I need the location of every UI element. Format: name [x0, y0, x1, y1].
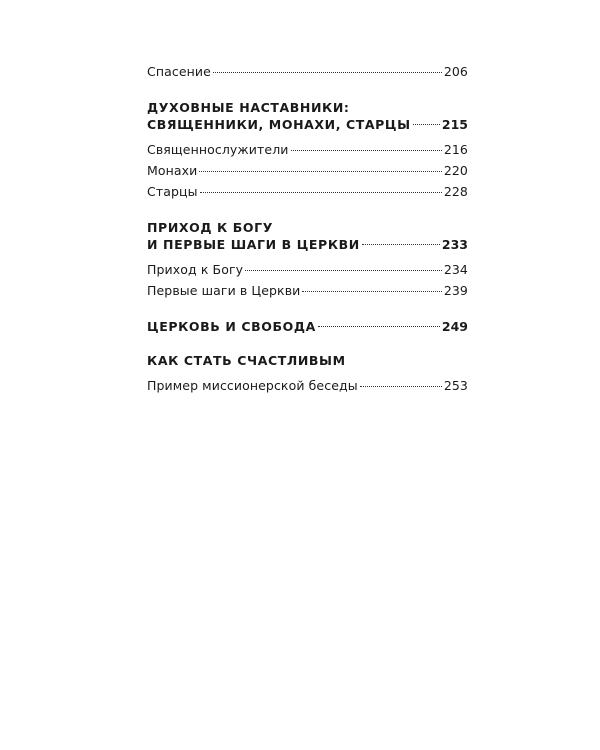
dot-leader [413, 124, 440, 125]
toc-entry-label: Старцы [147, 184, 198, 199]
section-page: 233 [441, 237, 468, 252]
dot-leader [360, 386, 442, 387]
toc-entry-label: Священнослужители [147, 142, 289, 157]
toc-entry-clergy[interactable] [147, 139, 468, 160]
toc-entry-page: 234 [443, 262, 468, 277]
toc-entry-label: Приход к Богу [147, 262, 244, 277]
section-title-line1: ДУХОВНЫЕ НАСТАВНИКИ: [147, 100, 350, 115]
toc-entry-page: 228 [443, 184, 468, 199]
section-title-line1: КАК СТАТЬ СЧАСТЛИВЫМ [147, 353, 346, 368]
toc-entry-page: 253 [443, 378, 468, 393]
section-page: 215 [441, 117, 468, 132]
dot-leader [245, 270, 442, 271]
toc-entry-page: 239 [443, 283, 468, 298]
toc-entry-page: 216 [443, 142, 468, 157]
toc-section-spiritual-mentors[interactable] [147, 99, 468, 133]
dot-leader [318, 326, 440, 327]
section-title-line2: И ПЕРВЫЕ ШАГИ В ЦЕРКВИ [147, 237, 360, 252]
toc-section-how-to-be-happy[interactable] [147, 352, 468, 369]
table-of-contents [147, 61, 468, 396]
dot-leader [302, 291, 441, 292]
toc-entry-coming-to-god[interactable] [147, 259, 468, 280]
toc-entry-label: Спасение [147, 64, 211, 79]
section-title-line1: ЦЕРКОВЬ И СВОБОДА [147, 319, 316, 334]
dot-leader [199, 171, 441, 172]
section-title-line1: ПРИХОД К БОГУ [147, 220, 273, 235]
dot-leader [213, 72, 442, 73]
section-page: 249 [441, 319, 468, 334]
toc-entry-page: 206 [443, 64, 468, 79]
toc-entry-elders[interactable] [147, 181, 468, 202]
toc-section-church-and-freedom[interactable] [147, 318, 468, 335]
toc-entry-monks[interactable] [147, 160, 468, 181]
dot-leader [200, 192, 442, 193]
dot-leader [362, 244, 440, 245]
toc-entry-label: Монахи [147, 163, 198, 178]
toc-entry-label: Первые шаги в Церкви [147, 283, 301, 298]
section-title-line2: СВЯЩЕННИКИ, МОНАХИ, СТАРЦЫ [147, 117, 411, 132]
toc-section-coming-to-god[interactable] [147, 219, 468, 253]
toc-entry-page: 220 [443, 163, 468, 178]
toc-entry-salvation[interactable] [147, 61, 468, 82]
toc-entry-label: Пример миссионерской беседы [147, 378, 358, 393]
toc-entry-missionary-conversation[interactable] [147, 375, 468, 396]
dot-leader [291, 150, 442, 151]
toc-entry-first-steps[interactable] [147, 280, 468, 301]
